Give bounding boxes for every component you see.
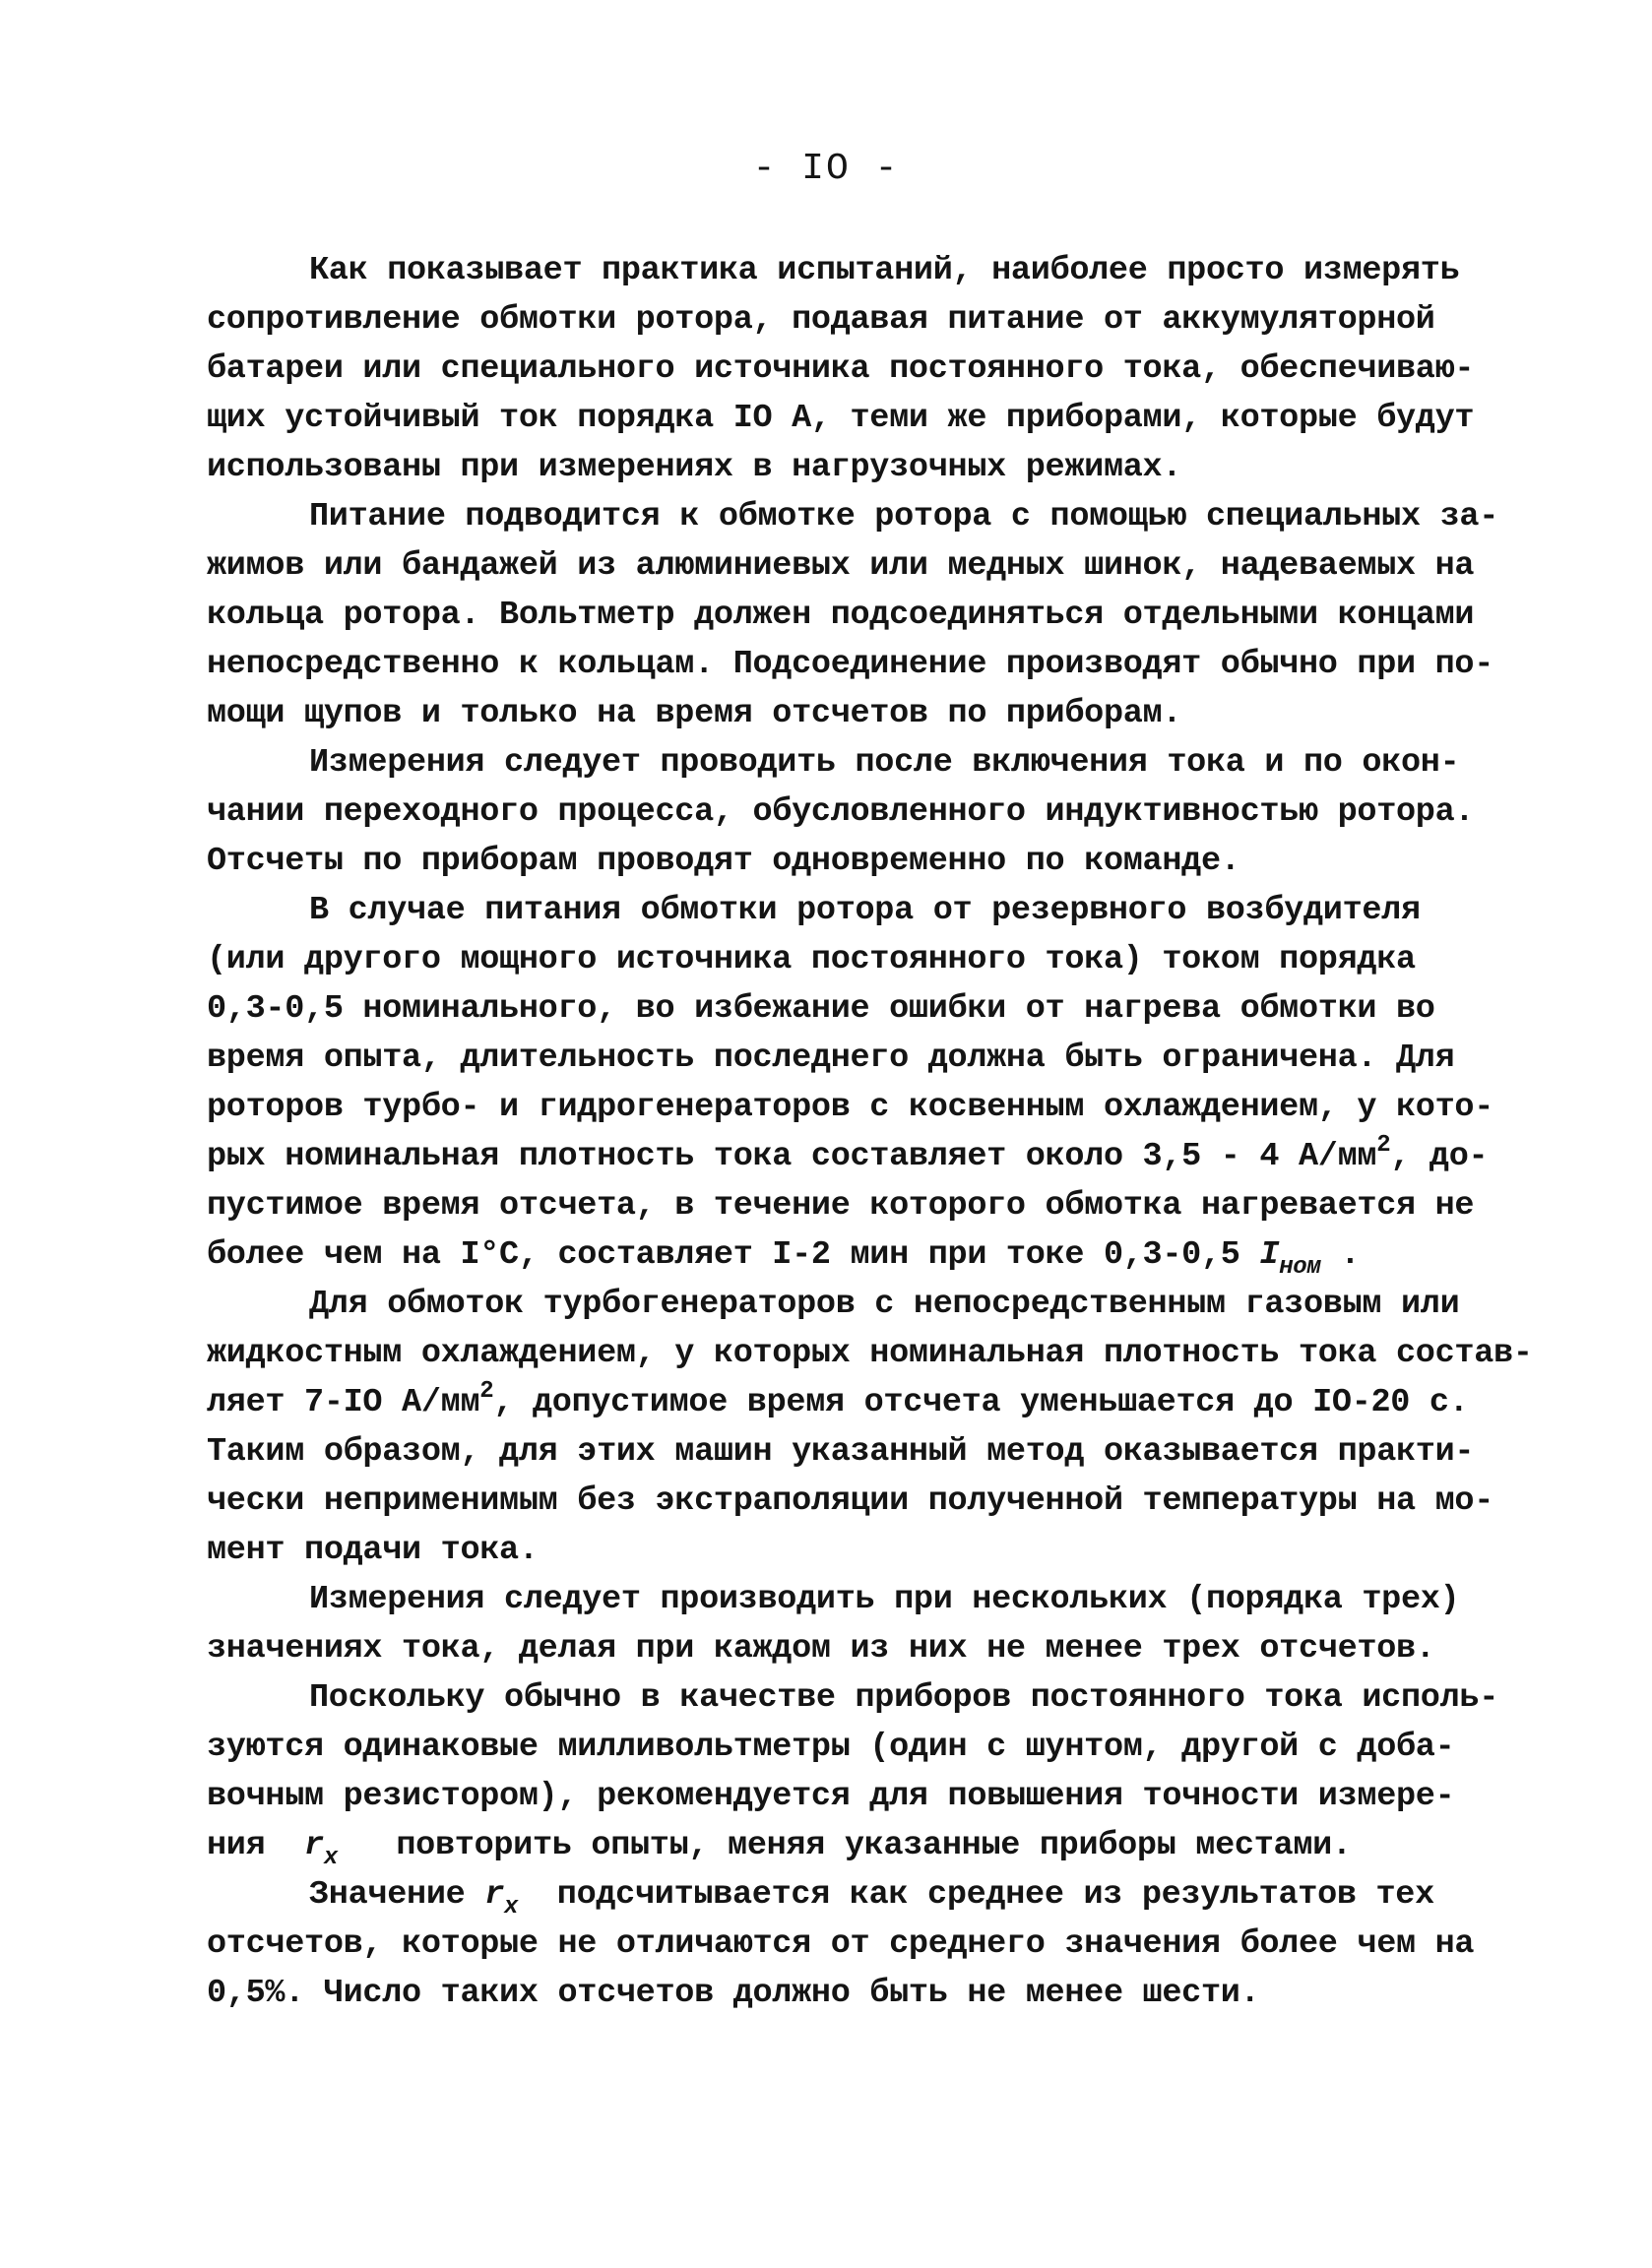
text-fragment: рых номинальная плотность тока составляет около 3,5 - 4 А/мм (207, 1138, 1377, 1175)
superscript: 2 (1376, 1132, 1391, 1159)
text-line: Питание подводится к обмотке ротора с помощью специальных за- (309, 498, 1499, 536)
text-line: чески неприменимым без экстраполяции полученной температуры на мо- (207, 1482, 1494, 1520)
subscript: x (323, 1845, 338, 1871)
text-line (207, 1378, 1565, 1427)
text-fragment: . (1320, 1236, 1361, 1274)
text-line: батареи или специального источника постоянного тока, обеспечиваю- (207, 350, 1475, 388)
text-line (207, 1821, 1565, 1870)
text-line: отсчетов, которые не отличаются от среднего значения более чем на (207, 1925, 1475, 1963)
text-fragment: повторить опыты, меняя указанные приборы местами. (337, 1827, 1352, 1864)
text-line: жидкостным охлаждением, у которых номинальная плотность тока состав- (207, 1335, 1533, 1372)
text-fragment: Значение (309, 1876, 485, 1914)
text-line: использованы при измерениях в нагрузочных режимах. (207, 449, 1182, 486)
text-line: Для обмоток турбогенераторов с непосредственным газовым или (309, 1286, 1460, 1323)
text-line: роторов турбо- и гидрогенераторов с косвенным охлаждением, у кото- (207, 1089, 1494, 1126)
subscript: x (504, 1894, 519, 1921)
text-line: кольца ротора. Вольтметр должен подсоединяться отдельными концами (207, 597, 1475, 634)
text-line: (или другого мощного источника постоянного тока) током порядка (207, 941, 1416, 978)
text-line: зуются одинаковые милливольтметры (один с шунтом, другой с доба- (207, 1729, 1455, 1766)
text-fragment: , до- (1390, 1138, 1489, 1175)
subscript: ном (1279, 1254, 1321, 1281)
text-line: вочным резистором), рекомендуется для повышения точности измере- (207, 1778, 1455, 1815)
text-line: чании переходного процесса, обусловленного индуктивностью ротора. (207, 793, 1475, 831)
text-line: Как показывает практика испытаний, наиболее просто измерять (309, 252, 1460, 289)
text-line: время опыта, длительность последнего должна быть ограничена. Для (207, 1040, 1455, 1077)
text-line: мент подачи тока. (207, 1532, 539, 1569)
text-line: жимов или бандажей из алюминиевых или медных шинок, надеваемых на (207, 547, 1475, 585)
resistance-symbol: r (304, 1827, 324, 1864)
page-number: - IO - (752, 148, 900, 190)
text-line: значениях тока, делая при каждом из них не менее трех отсчетов. (207, 1630, 1435, 1668)
text-fragment: ляет 7-IO А/мм (207, 1384, 480, 1421)
text-line: Отсчеты по приборам проводят одновременно по команде. (207, 843, 1240, 880)
text-line: Измерения следует проводить после включения тока и по окон- (309, 744, 1460, 782)
text-line (207, 1870, 1565, 1920)
body-text (207, 246, 1565, 2018)
text-line (207, 1230, 1565, 1280)
resistance-symbol: r (484, 1876, 505, 1914)
text-line (207, 1132, 1565, 1181)
text-line: Измерения следует производить при нескольких (порядка трех) (309, 1581, 1460, 1618)
text-line: 0,3-0,5 номинального, во избежание ошибки от нагрева обмотки во (207, 990, 1435, 1028)
text-line: 0,5%. Число таких отсчетов должно быть не менее шести. (207, 1975, 1260, 2012)
text-line: Таким образом, для этих машин указанный метод оказывается практи- (207, 1433, 1475, 1471)
text-fragment: подсчитывается как среднее из результатов тех (518, 1876, 1434, 1914)
text-line: Поскольку обычно в качестве приборов постоянного тока исполь- (309, 1679, 1499, 1717)
text-line: непосредственно к кольцам. Подсоединение производят обычно при по- (207, 646, 1494, 683)
text-line: сопротивление обмотки ротора, подавая питание от аккумуляторной (207, 301, 1435, 339)
text-line: пустимое время отсчета, в течение которого обмотка нагревается не (207, 1187, 1475, 1225)
text-fragment: ния (207, 1827, 305, 1864)
text-line: В случае питания обмотки ротора от резервного возбудителя (309, 892, 1421, 929)
text-fragment: более чем на I°С, составляет I-2 мин при токе 0,3-0,5 (207, 1236, 1260, 1274)
text-line: щих устойчивый ток порядка IO А, теми же приборами, которые будут (207, 400, 1475, 437)
superscript: 2 (479, 1378, 494, 1405)
text-line: мощи щупов и только на время отсчетов по приборам. (207, 695, 1182, 732)
text-fragment: , допустимое время отсчета уменьшается до IO-20 с. (493, 1384, 1469, 1421)
current-symbol: I (1259, 1236, 1280, 1274)
